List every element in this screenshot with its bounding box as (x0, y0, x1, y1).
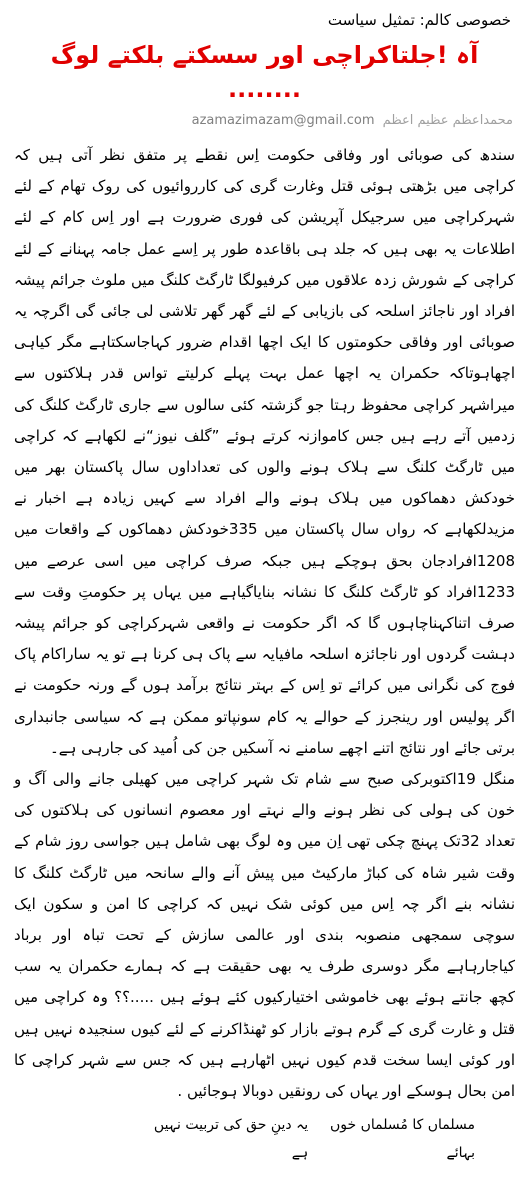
column-label: خصوصی کالم: تمثیل سیاست (327, 11, 511, 29)
article-title: آہ !جلتاکراچی اور سسکتے بلکتے لوگ ........ (50, 41, 479, 103)
author-email[interactable]: azamazimazam@gmail.com (191, 113, 375, 128)
paragraph-2: منگل 19اکتوبرکی صبح سے شام تک شہر کراچی میں کھیلی جانے والی آگ و خون کی ہولی کی نظر ہونے والے نہتے اور معصوم انسانوں کی ہلاکتوں کی تعداد 32تک پہنچ چکی تھی اِن میں وہ لوگ بھی شامل ہیں جواسی روز شام کے وقت شیر شاہ کی کباڑ مارکیٹ میں پیش آنے والے سانحہ میں ٹارگٹ کلنگ کا نشانہ بنے اگر چہ اِس میں کوئی شک نہیں کہ کراچی کا امن و سکون ایک سوچی سمجھی منصوبہ بندی اور عالمی سازش کے تحت تباہ اور برباد کیاجارہاہے مگر دوسری طرف یہ بھی حقیقت ہے کہ ہمارے حکمران یہ سب کچھ جانتے ہوئے بھی خاموشی اختیارکیوں کئے ہوئے ہیں .....؟؟ وہ کراچی میں قتل و غارت گری کے گرم ہوتے بازار کو ٹھنڈاکرنے کے لئے کیوں سنجیدہ نہیں ہیں اور کوئی ایسا سخت قدم کیوں نہیں اٹھارہے ہیں کہ جس سے شہر کراچی کا امن بحال ہوسکے اور یہاں کی رونقیں دوبالا ہوجائیں . (14, 770, 515, 1101)
closing-couplet (14, 1111, 515, 1167)
author-name: محمداعظم عظیم اعظم (382, 113, 513, 128)
article-body (14, 140, 515, 1107)
byline (14, 110, 513, 132)
couplet-line-2: یہ دینِ حق کی تربیت نہیں ہے (153, 1117, 309, 1162)
couplet-line-1: مسلماں کا مُسلماں خوں بہائے (330, 1117, 475, 1162)
paragraph-1: سندھ کی صوبائی اور وفاقی حکومت اِس نقطے پر متفق نظر آتی ہیں کہ کراچی میں بڑھتی ہوئی قتل وغارت گری کی کارروائیوں کی روک تھام کے لئے شہرکراچی میں سرجیکل آپریشن کی فوری ضرورت ہے اور اِس کام کے لئے اطلاعات یہ بھی ہیں کہ جلد ہی باقاعدہ طور پر اِسے عمل جامہ پہنانے کے لئے کراچی کے شورش زدہ علاقوں میں کرفیولگا ٹارگٹ کلنگ میں ملوث جرائم پیشہ افراد اور ناجائز اسلحہ کی بازیابی کے لئے گھر گھر تلاشی لی جائی گی اگرچہ یہ صوبائی اور وفاقی حکومتوں کا ایک اچھا اقدام ضرور کہاجاسکتاہے مگر کیاہی اچھاہوتاکہ حکمران یہ اچھا عمل بہت پہلے کرلیتے تواس قدر ہلاکتوں سے میراشہر کراچی محفوظ رہتا جو گزشتہ کئی سالوں سے جاری ٹارگٹ کلنگ کی زدمیں آتے رہے ہیں جس کاموازنہ کرتے ہوئے ”گلف نیوز“نے لکھاہے کہ کراچی میں ٹارگٹ کلنگ سے ہلاک ہونے والوں کی تعداداوں سال پاکستان بھر میں خودکش دھماکوں میں ہلاک ہونے والے افراد سے کہیں زیادہ ہے اخبار نے مزیدلکھاہے کہ رواں سال پاکستان میں 335خودکش دھماکوں کے واقعات میں 1208افرادجان بحق ہوچکے ہیں جبکہ صرف کراچی میں اسی عرصے میں 1233افراد کو ٹارگٹ کلنگ کا نشانہ بنایاگیاہے میں یہاں پر حکومتِ وقت سے صرف اتناکہناچاہوں گا کہ اگر حکومت نے واقعی شہرکراچی کو جرائم پیشہ دہشت گردوں اور ناجائزہ اسلحہ مافیایہ سے پاک ہی کرنا ہے تو یہ ساراکام پاک فوج کی نگرانی میں کرائے تو اِس کے بہتر نتائج برآمد ہوں گے ورنہ حکومت نے اگر پولیس اور رینجرز کے حوالے یہ کام سونپاتو ممکن ہے کہ سیاسی جانبداری برتی جائے اور نتائج اتنے اچھے سامنے نہ آسکیں جن کی اُمید کی جارہی ہے۔ (14, 146, 515, 757)
